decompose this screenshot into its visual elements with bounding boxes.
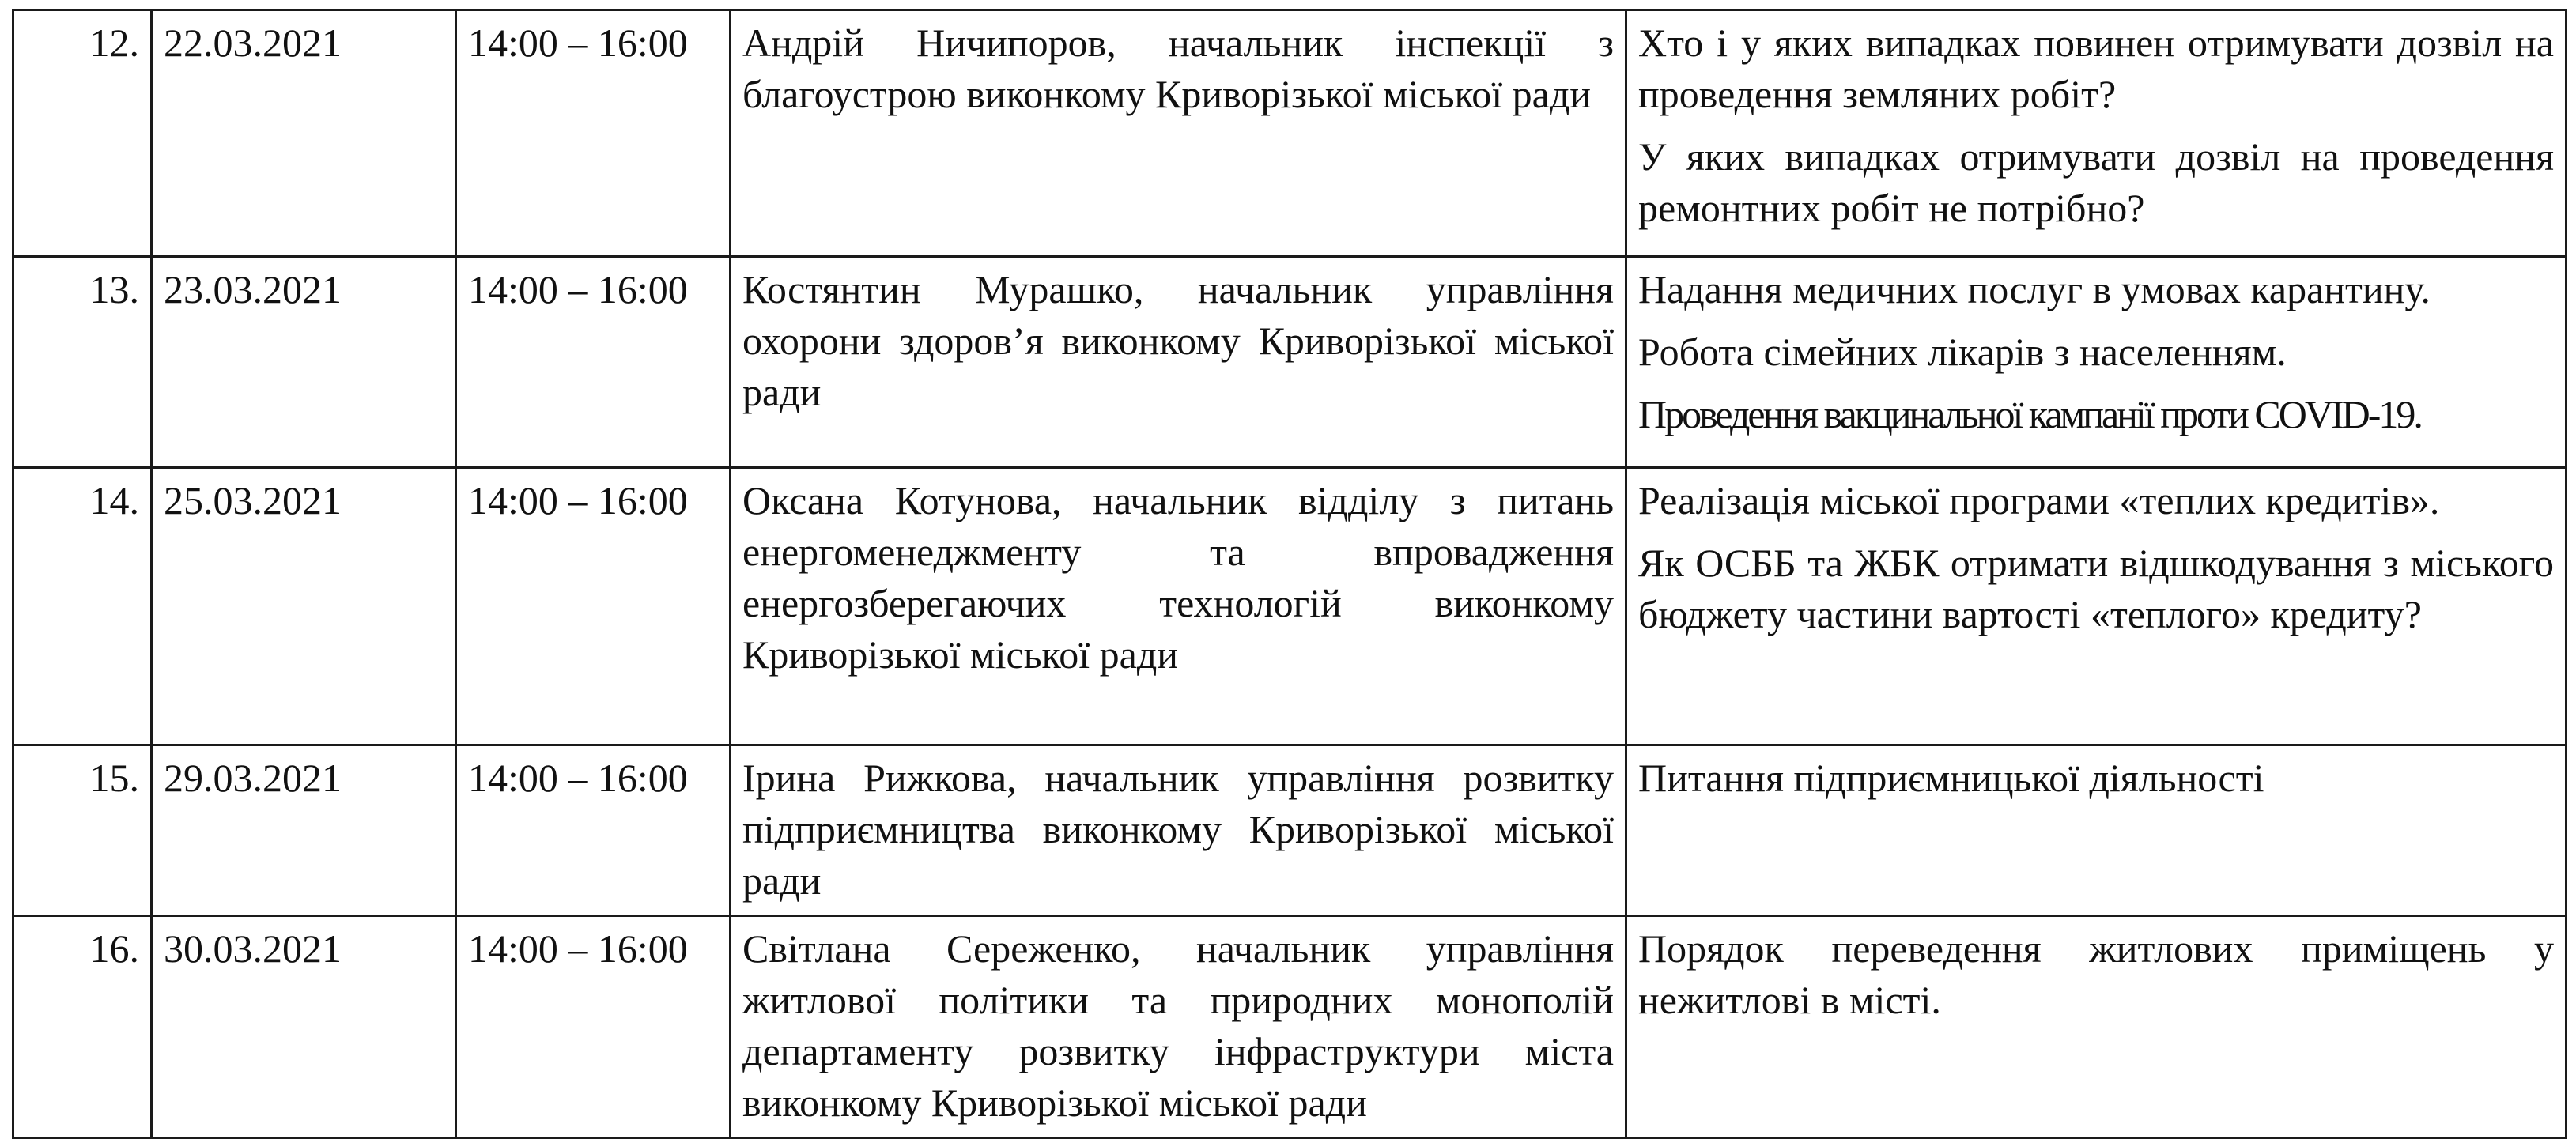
person-text: Ірина Рижкова, начальник управління розвитку підприємництва виконкому Криворізької міської ради: [742, 756, 1614, 903]
row-date: 29.03.2021: [152, 745, 456, 916]
row-number: 12.: [13, 10, 152, 257]
person-text: Андрій Ничипоров, начальник інспекції з благоустрою виконкому Криворізької міської ради: [742, 21, 1614, 116]
row-date: 30.03.2021: [152, 916, 456, 1138]
topic-item: Як ОСББ та ЖБК отримати відшкодування з міського бюджету частини вартості «теплого» кредиту?: [1638, 541, 2554, 636]
table-row: [13, 10, 2567, 257]
topic-item: Порядок переведення житлових приміщень у нежитлові в місті.: [1638, 926, 2554, 1022]
row-date: 25.03.2021: [152, 468, 456, 745]
table-row: [13, 916, 2567, 1138]
row-number: 16.: [13, 916, 152, 1138]
table-row: [13, 468, 2567, 745]
row-date: 22.03.2021: [152, 10, 456, 257]
row-time: 14:00 – 16:00: [456, 916, 731, 1138]
table-row: [13, 257, 2567, 468]
topic-item: Надання медичних послуг в умовах карантину.: [1638, 267, 2431, 311]
person-text: Світлана Сереженко, начальник управління житлової політики та природних монополій департаменту розвитку інфраструктури міста виконкому Криворізької міської ради: [742, 926, 1614, 1125]
person-text: Оксана Котунова, начальник відділу з питань енергоменеджменту та впровадження енергозберегаючих технологій виконкому Криворізької міської ради: [742, 478, 1614, 677]
row-topics: [1626, 257, 2567, 468]
row-time: 14:00 – 16:00: [456, 468, 731, 745]
topic-item: Робота сімейних лікарів з населенням.: [1638, 330, 2287, 374]
row-topics: [1626, 468, 2567, 745]
topic-item: Питання підприємницької діяльності: [1638, 756, 2264, 800]
topic-item: Проведення вакцинальної кампанії проти COVID-19.: [1638, 392, 2421, 436]
schedule-table: [12, 9, 2567, 1139]
row-number: 15.: [13, 745, 152, 916]
row-time: 14:00 – 16:00: [456, 745, 731, 916]
row-time: 14:00 – 16:00: [456, 257, 731, 468]
row-number: 13.: [13, 257, 152, 468]
row-topics: [1626, 10, 2567, 257]
row-person: [731, 468, 1626, 745]
row-person: [731, 916, 1626, 1138]
topic-item: У яких випадках отримувати дозвіл на проведення ремонтних робіт не потрібно?: [1638, 134, 2554, 230]
row-topics: [1626, 916, 2567, 1138]
row-date: 23.03.2021: [152, 257, 456, 468]
row-number: 14.: [13, 468, 152, 745]
row-time: 14:00 – 16:00: [456, 10, 731, 257]
row-person: [731, 745, 1626, 916]
row-person: [731, 10, 1626, 257]
table-row: [13, 745, 2567, 916]
topic-item: Хто і у яких випадках повинен отримувати дозвіл на проведення земляних робіт?: [1638, 21, 2554, 116]
row-topics: [1626, 745, 2567, 916]
topic-item: Реалізація міської програми «теплих кредитів».: [1638, 478, 2440, 522]
person-text: Костянтин Мурашко, начальник управління охорони здоров’я виконкому Криворізької міської ради: [742, 267, 1614, 414]
row-person: [731, 257, 1626, 468]
